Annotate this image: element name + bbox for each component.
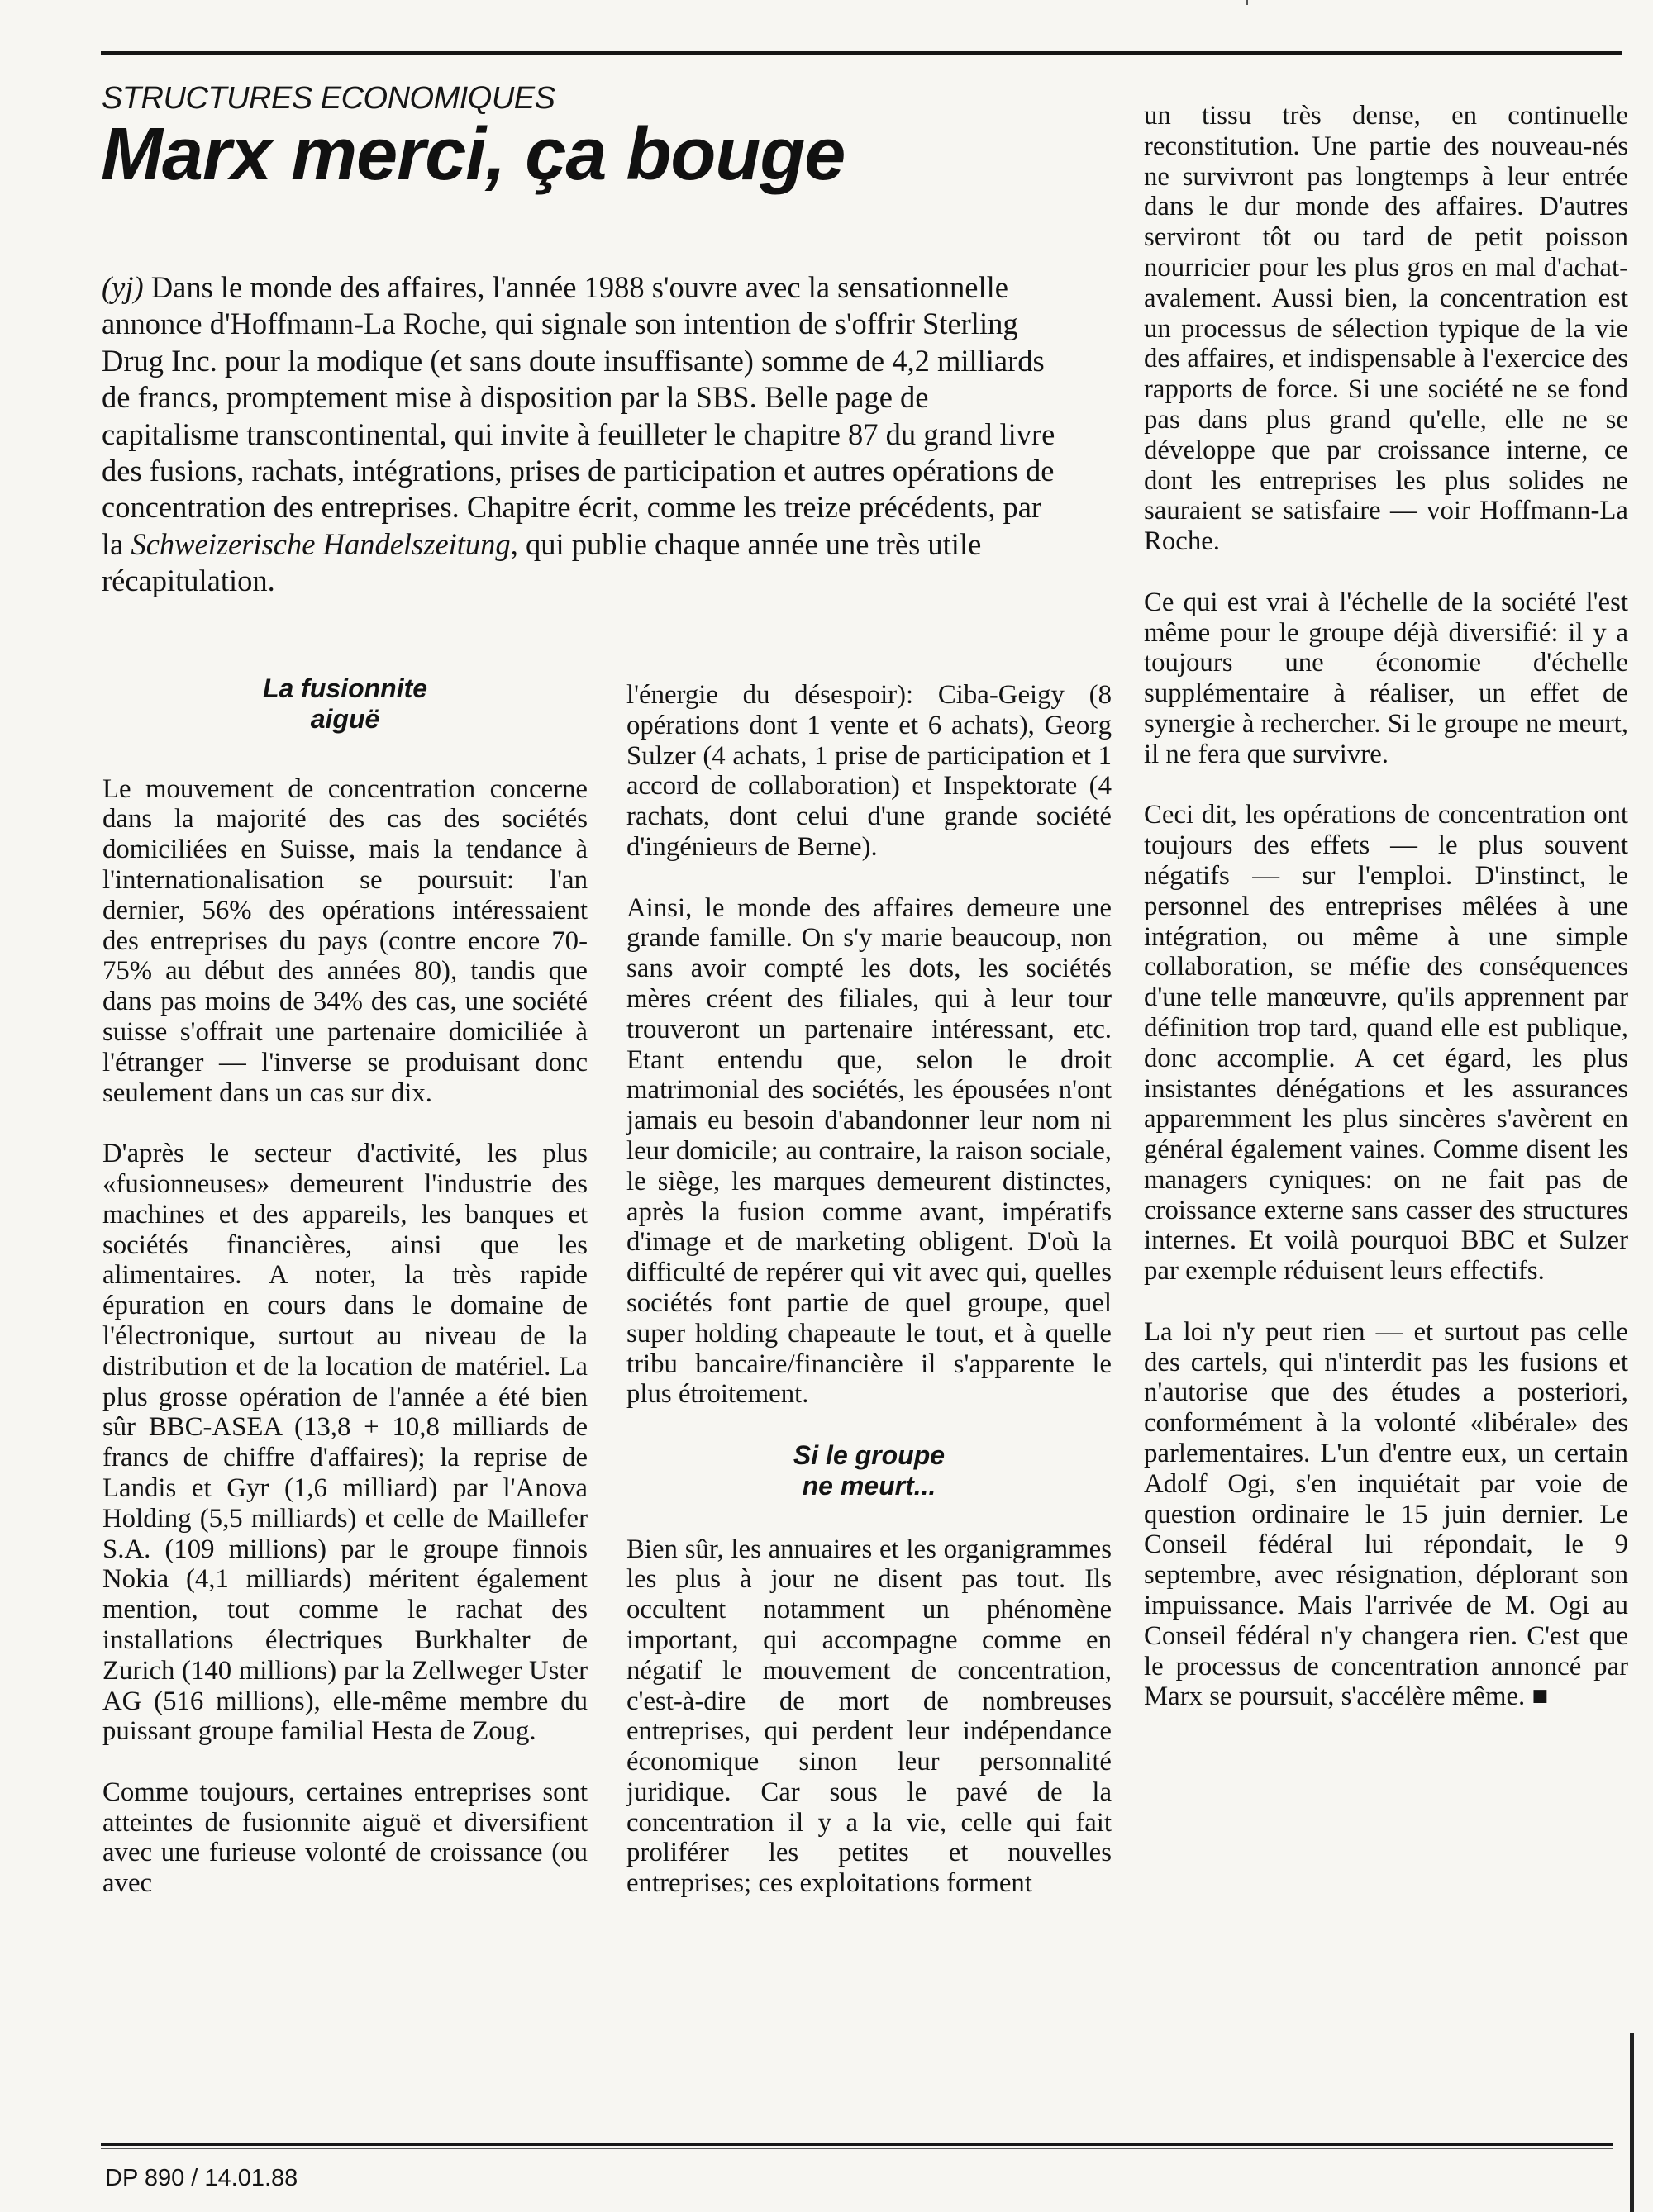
- bottom-rule-thin: [101, 2148, 1613, 2149]
- lead-end: , qui publie chaque année une très utile récapitulation.: [102, 526, 982, 598]
- top-edge-mark: [1246, 0, 1248, 5]
- column-1: [102, 673, 588, 1899]
- subhead-fusionnite-line1: La fusionnite: [262, 673, 428, 703]
- paragraph: Bien sûr, les annuaires et les organigrammes les plus à jour ne disent pas tout. Ils occultent notamment un phénomène important, qui accompagne comme en négatif le mouvement de concentration, c'est-à-dire de mort de nombreuses entreprises, qui perdent leur indépendance économique sinon leur personnalité juridique. Car sous le pavé de la concentration il y a la vie, celle qui fait proliférer les petites et nouvelles entreprises; ces exploitations forment: [626, 1534, 1112, 1899]
- subhead-fusionnite-line2: aiguë: [310, 703, 380, 734]
- paragraph: D'après le secteur d'activité, les plus «fusionneuses» demeurent l'industrie des machines et des appareils, les banques et sociétés financières, ainsi que les alimentaires. A noter, la très rapide épuration en cours dans le domaine de l'électronique, surtout au niveau de la distribution et de la location de matériel. La plus grosse opération de l'année a été bien sûr BBC-ASEA (13,8 + 10,8 milliards de francs de chiffre d'affaires); la reprise de Landis et Gyr (1,6 milliard) par l'Anova Holding (5,5 milliards) et celle de Maillefer S.A. (109 millions) par le groupe finnois Nokia (4,1 milliards) méritent également mention, tout comme le rachat des installations électriques Burkhalter de Zurich (140 millions) par la Zellweger Uster AG (516 millions), elle-même membre du puissant groupe familial Hesta de Zoug.: [102, 1139, 588, 1747]
- subhead-groupe-line1: Si le groupe: [793, 1439, 946, 1470]
- paragraph-final: [1144, 1317, 1628, 1712]
- kicker: STRUCTURES ECONOMIQUES: [102, 81, 555, 116]
- page-edge-shadow: [1630, 2033, 1634, 2212]
- subhead-groupe: [626, 1440, 1112, 1501]
- paragraph: Le mouvement de concentration concerne dans la majorité des cas des sociétés domiciliées en Suisse, mais la tendance à l'internationalisation se poursuit: l'an dernier, 56% des opérations intéressaient des entreprises du pays (contre encore 70-75% au début des années 80), tandis que dans pas moins de 34% des cas, une société suisse s'offrait une partenaire domiciliée à l'étranger — l'inverse se produisant donc seulement dans un cas sur dix.: [102, 773, 588, 1108]
- lead-text: Dans le monde des affaires, l'année 1988 s'ouvre avec la sensationnelle annonce d'Hoffmann-La Roche, qui signale son intention de s'offrir Sterling Drug Inc. pour la modique (et sans doute insuffisante) somme de 4,2 milliards de francs, promptement mise à disposition par la SBS. Belle page de capitalisme transcontinental, qui invite à feuilleter le chapitre 87 du grand livre des fusions, rachats, intégrations, prises de participation et autres opérations de concentration des entreprises. Chapitre écrit, comme les treize précédents, par la: [102, 270, 1055, 561]
- lead-author-tag: (yj): [102, 270, 144, 304]
- subhead-groupe-line2: ne meurt...: [802, 1470, 936, 1501]
- end-mark: ■: [1525, 1682, 1549, 1712]
- column-3: [1144, 101, 1628, 1712]
- paragraph: Ainsi, le monde des affaires demeure une grande famille. On s'y marie beaucoup, non sans avoir compté les dots, les sociétés mères créent des filiales, qui à leur tour trouveront un partenaire intéressant, etc. Etant entendu que, selon le droit matrimonial des sociétés, les épousées n'ont jamais eu besoin d'abandonner leur nom ni leur domicile; au contraire, la raison sociale, le siège, les marques demeurent distinctes, après la fusion comme avant, impératifs d'image et de marketing obligent. D'où la difficulté de repérer qui vit avec qui, quelles sociétés font partie de quel groupe, quel super holding chapeaute le tout, et à quelle tribu bancaire/financière il s'apparente le plus étroitement.: [626, 892, 1112, 1410]
- paragraph: Ce qui est vrai à l'échelle de la société l'est même pour le groupe déjà diversifié: il y a toujours une économie d'échelle supplémentaire à réaliser, un effet de synergie à rechercher. Si le groupe ne meurt, il ne fera que survivre.: [1144, 587, 1628, 769]
- paragraph: un tissu très dense, en continuelle reconstitution. Une partie des nouveau-nés ne survivront pas longtemps à leur entrée dans le dur monde des affaires. D'autres serviront tôt ou tard de petit poisson nourricier pour les plus gros en mal d'achat-avalement. Aussi bien, la concentration est un processus de sélection typique de la vie des affaires, et indispensable à l'exercice des rapports de force. Si une société ne se fond pas dans plus grand qu'elle, elle ne se développe que par croissance interne, ce dont les entreprises les plus solides ne sauraient se satisfaire — voir Hoffmann-La Roche.: [1144, 101, 1628, 557]
- bottom-rule: [101, 2143, 1613, 2146]
- final-text: La loi n'y peut rien — et surtout pas celle des cartels, qui n'interdit pas les fusions et n'autorise que des études a posteriori, conformément à la volonté «libérale» des parlementaires. L'un d'entre eux, un certain Adolf Ogi, s'en inquiétait par voie de question ordinaire le 15 juin dernier. Le Conseil fédéral lui répondait, le 9 septembre, avec résignation, déplorant son impuissance. Mais l'arrivée de M. Ogi au Conseil fédéral n'y changera rien. C'est que le processus de concentration annoncé par Marx se poursuit, s'accélère même.: [1144, 1316, 1628, 1712]
- headline: Marx merci, ça bouge: [101, 113, 846, 196]
- paragraph: Ceci dit, les opérations de concentration ont toujours des effets — le plus souvent négatifs — sur l'emploi. D'instinct, le personnel des entreprises mêlées à une intégration, ou même à une simple collaboration, se méfie des conséquences d'une telle manœuvre, qu'ils apprennent par définition trop tard, quand elle est publique, donc accomplie. A cet égard, les plus insistantes dénégations et les assurances apparemment les plus sincères s'avèrent en général également vaines. Comme disent les managers cyniques: on ne fait pas de croissance externe sans casser des structures internes. Et voilà pourquoi BBC et Sulzer par exemple réduisent leurs effectifs.: [1144, 800, 1628, 1287]
- folio: DP 890 / 14.01.88: [105, 2165, 298, 2191]
- subhead-fusionnite: [102, 673, 588, 735]
- paragraph: Comme toujours, certaines entreprises sont atteintes de fusionnite aiguë et diversifient avec une furieuse volonté de croissance (ou avec: [102, 1777, 588, 1899]
- lead-paragraph: [102, 269, 1056, 600]
- paragraph: l'énergie du désespoir): Ciba-Geigy (8 opérations dont 1 vente et 6 achats), Georg Sulzer (4 achats, 1 prise de participation et 1 accord de collaboration) et Inspektorate (4 rachats, dont celui d'une grande société d'ingénieurs de Berne).: [626, 680, 1112, 862]
- column-2: [626, 680, 1112, 1899]
- top-rule: [101, 51, 1622, 55]
- lead-source: Schweizerische Handelszeitung: [131, 526, 511, 561]
